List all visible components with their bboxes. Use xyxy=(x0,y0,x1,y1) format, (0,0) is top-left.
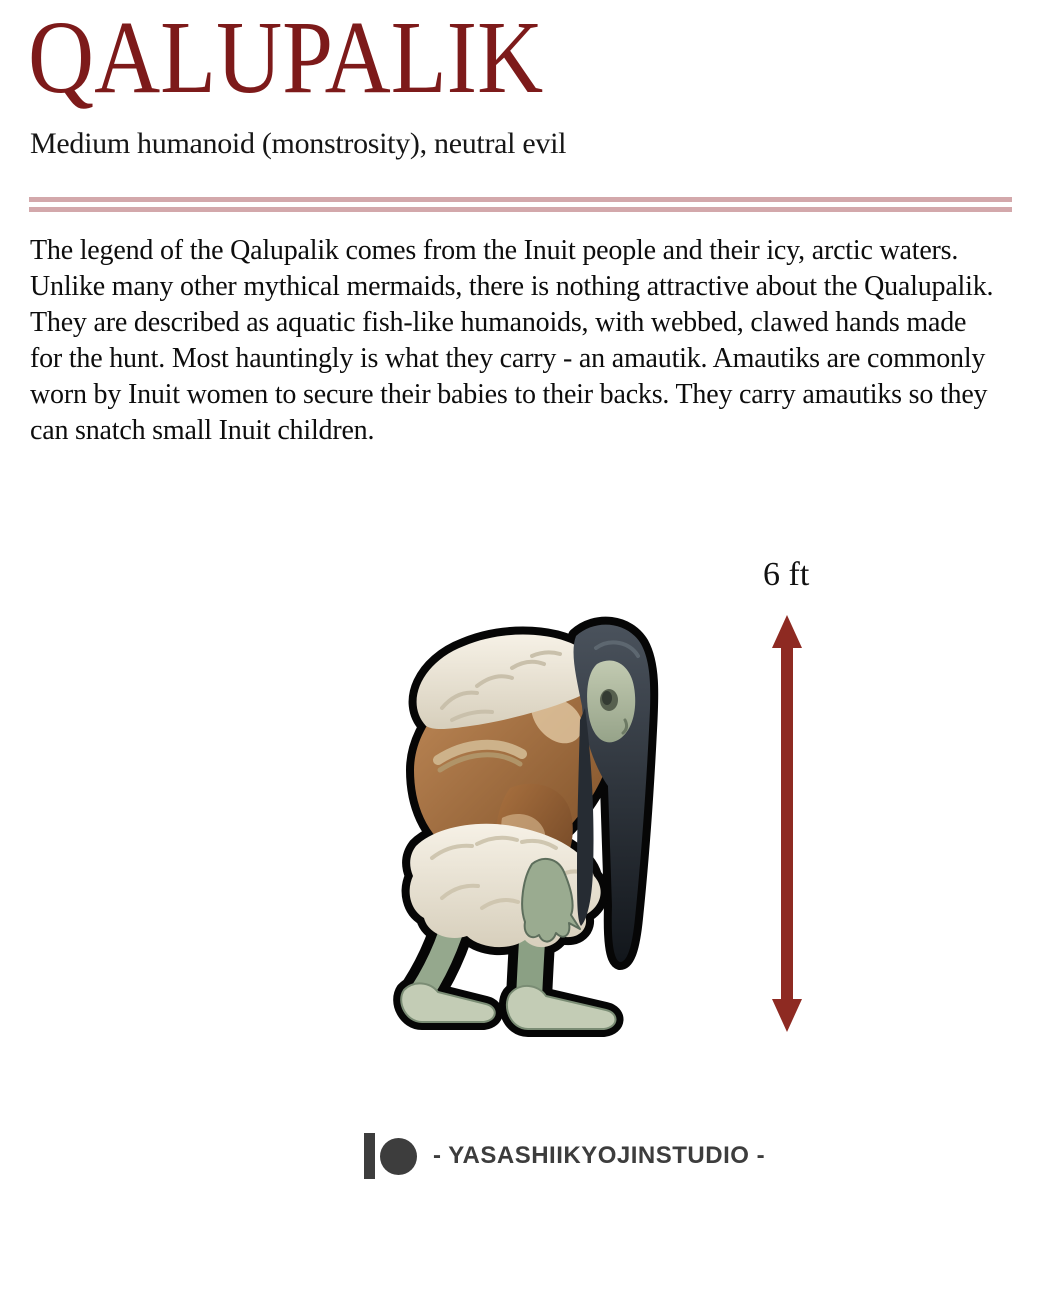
patreon-icon xyxy=(364,1133,433,1179)
rule-bottom xyxy=(29,207,1012,212)
creature-type-subtitle: Medium humanoid (monstrosity), neutral evil xyxy=(30,127,567,160)
studio-footer xyxy=(364,1133,765,1179)
studio-name: - YASASHIIKYOJINSTUDIO - xyxy=(433,1142,766,1169)
height-label: 6 ft xyxy=(763,556,810,593)
height-arrow-icon xyxy=(771,615,803,1032)
qalupalik-illustration xyxy=(382,608,667,1040)
page-title: QALUPALIK xyxy=(28,0,544,115)
lore-paragraph: The legend of the Qalupalik comes from the Inuit people and their icy, arctic waters. Unlike many other mythical mermaids, there is nothing attractive about the Qualupalik. They are described as aquatic fish-like humanoids, with webbed, clawed hands made for the hunt. Most hauntingly is what they carry - an amautik. Amautiks are commonly worn by Inuit women to secure their babies to their backs. They carry amautiks so they can snatch small Inuit children. xyxy=(30,235,994,446)
patreon-circle xyxy=(380,1138,417,1175)
rule-top xyxy=(29,197,1012,202)
patreon-bar xyxy=(364,1133,375,1179)
double-rule-divider xyxy=(29,197,1012,212)
